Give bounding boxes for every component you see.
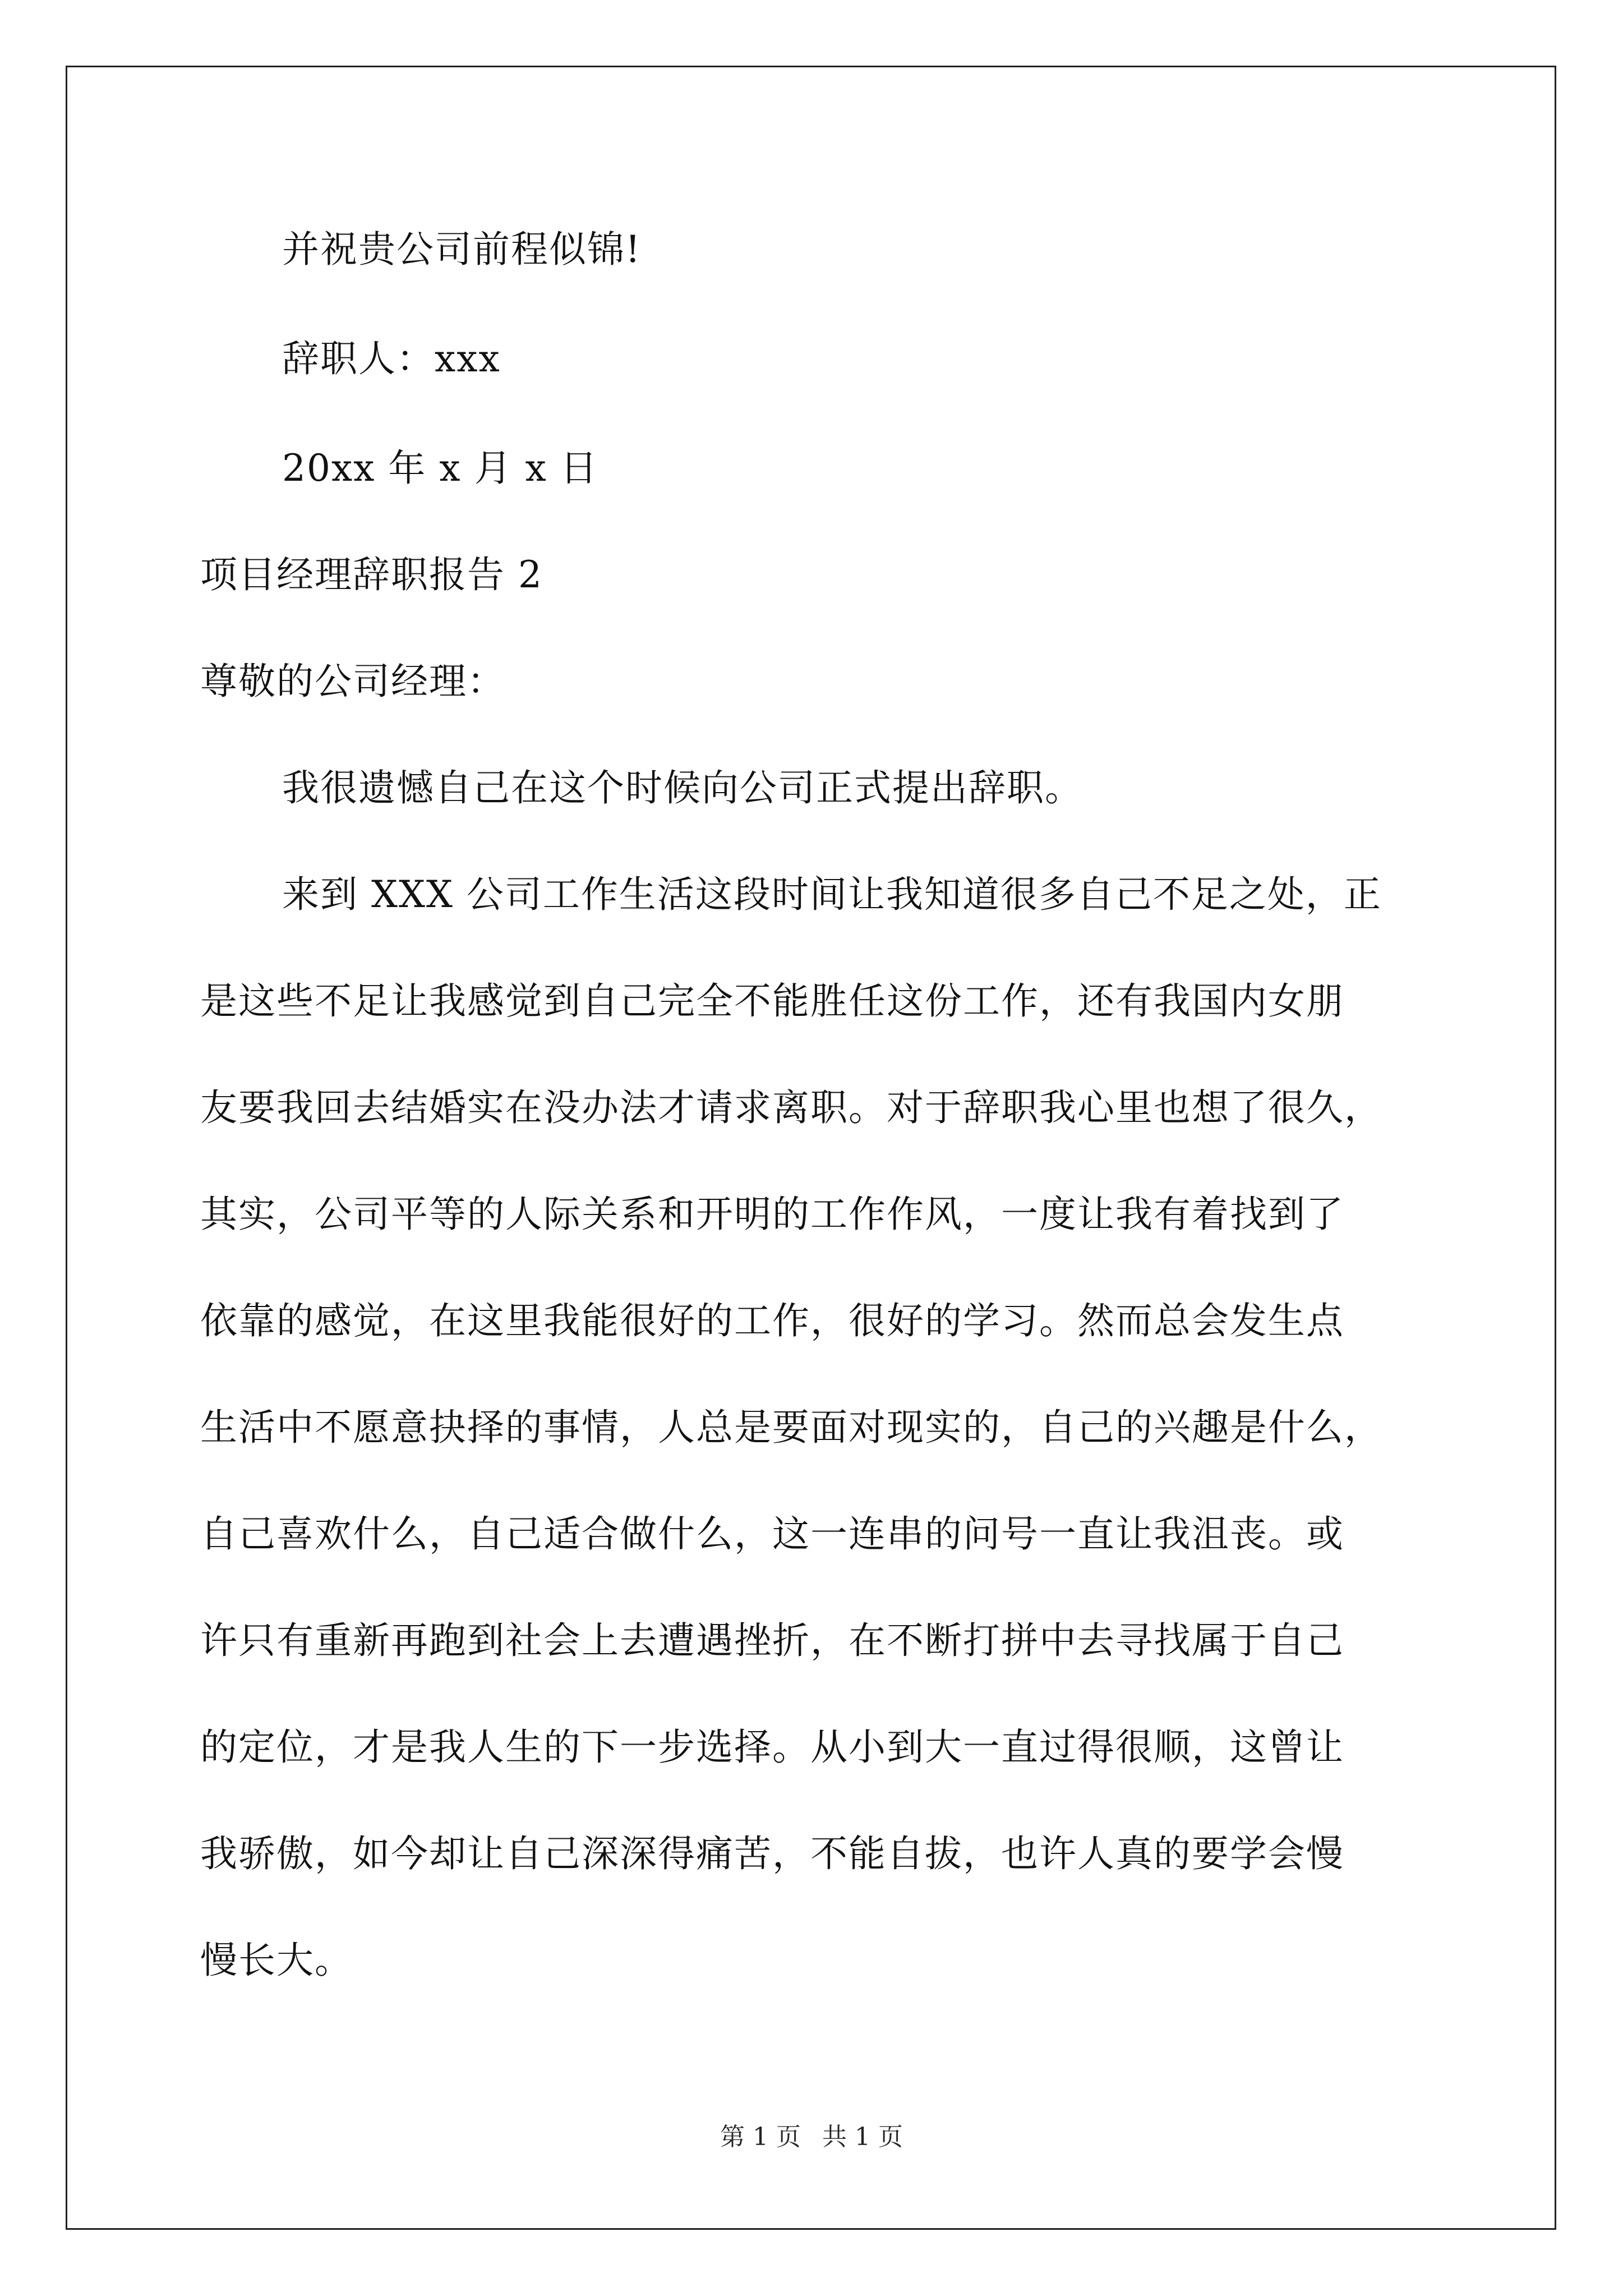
paragraph-line: 慢长大。 <box>200 1939 353 1982</box>
paragraph-line: 友要我回去结婚实在没办法才请求离职。对于辞职我心里也想了很久， <box>200 1086 1382 1129</box>
closing-wish: 并祝贵公司前程似锦! <box>282 228 642 271</box>
paragraph-line: 我骄傲，如今却让自己深深得痛苦，不能自拔，也许人真的要学会慢 <box>200 1832 1344 1875</box>
page-border <box>66 66 1556 2230</box>
section-title: 项目经理辞职报告 2 <box>200 553 543 596</box>
paragraph-line: 许只有重新再跑到社会上去遭遇挫折，在不断打拼中去寻找属于自己 <box>200 1619 1344 1662</box>
date-line: 20xx 年 x 月 x 日 <box>282 447 598 490</box>
page-count: 共 1 页 <box>822 2123 903 2151</box>
page-number: 第 1 页 <box>720 2123 801 2151</box>
paragraph-line: 生活中不愿意抉择的事情，人总是要面对现实的，自己的兴趣是什么， <box>200 1406 1382 1449</box>
paragraph-line: 来到 XXX 公司工作生活这段时间让我知道很多自己不足之处，正 <box>282 873 1382 916</box>
paragraph-line: 其实，公司平等的人际关系和开明的工作作风，一度让我有着找到了 <box>200 1193 1344 1236</box>
paragraph-line: 依靠的感觉，在这里我能很好的工作，很好的学习。然而总会发生点 <box>200 1299 1344 1342</box>
page-footer <box>0 2120 1623 2154</box>
paragraph-line: 的定位，才是我人生的下一步选择。从小到大一直过得很顺，这曾让 <box>200 1726 1344 1769</box>
paragraph-line: 是这些不足让我感觉到自己完全不能胜任这份工作，还有我国内女朋 <box>200 979 1344 1023</box>
paragraph-line: 我很遗憾自己在这个时候向公司正式提出辞职。 <box>282 766 1083 809</box>
paragraph-line: 自己喜欢什么，自己适合做什么，这一连串的问号一直让我沮丧。或 <box>200 1512 1344 1556</box>
salutation: 尊敬的公司经理： <box>200 660 505 703</box>
signature-line: 辞职人：xxx <box>282 337 501 380</box>
